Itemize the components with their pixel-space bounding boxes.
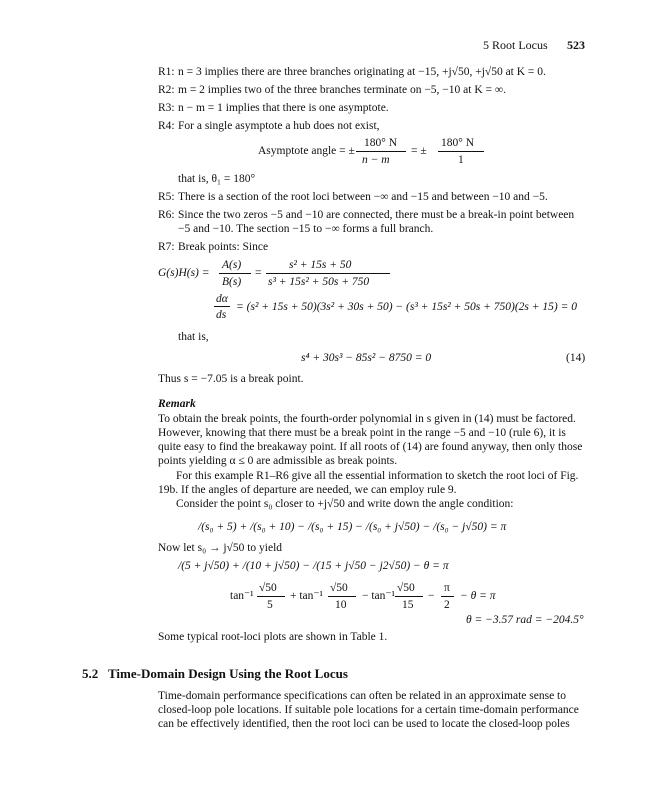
rule-r6-text-1: Since the two zeros −5 and −10 are connected, there must be a break-in point between xyxy=(178,209,575,221)
tan-term-3-label: − tan⁻¹ xyxy=(362,590,395,602)
tan-term-2-num: √50 xyxy=(330,582,348,594)
rule-r6-text-2: −5 and −10. The section −15 to −∞ forms a full branch. xyxy=(178,223,434,235)
tan-end: − θ = π xyxy=(460,590,496,602)
page-number: 523 xyxy=(567,38,585,52)
asymptote-fraction-1-num: 180° N xyxy=(364,137,398,149)
tan-term-1-label: tan⁻¹ xyxy=(230,590,254,602)
tan-term-4-num: π xyxy=(444,582,450,594)
gh-lhs: G(s)H(s) = xyxy=(158,267,210,279)
rule-r5-text: There is a section of the root loci between −∞ and −15 and between −10 and −5. xyxy=(178,191,548,203)
rule-r1-tag: R1: xyxy=(158,66,175,78)
section-number: 5.2 xyxy=(82,666,99,681)
tan-minus: − xyxy=(428,590,435,602)
section-line-2: closed-loop pole locations. If suitable pole locations for a certain time-domain performance xyxy=(158,704,579,716)
that-is: that is, xyxy=(178,331,209,343)
asymptote-fraction-2-num: 180° N xyxy=(441,137,475,149)
tan-term-3-den: 15 xyxy=(402,599,414,611)
rule-r1-text: n = 3 implies there are three branches originating at −15, +j√50, +j√50 at K = 0. xyxy=(178,66,546,78)
angle-condition: /(s₀ + 5) + /(s₀ + 10) − /(s₀ + 15) − /(s₀ + j√50) − /(s₀ − j√50) = π xyxy=(198,521,507,533)
remark-p2-line-2: 19b. If the angles of departure are needed, we can employ rule 9. xyxy=(158,484,457,496)
section-line-3: can be effectively identified, then the root loci can be used to locate the closed-loop poles xyxy=(158,718,570,730)
gh-fraction-1-num: A(s) xyxy=(222,259,242,271)
gh-fraction-2-num: s² + 15s + 50 xyxy=(289,259,352,271)
break-point-result: Thus s = −7.05 is a break point. xyxy=(158,373,304,385)
rule-r4-tag: R4: xyxy=(158,120,175,132)
asymptote-fraction-1-den: n − m xyxy=(362,154,390,166)
tan-term-4-den: 2 xyxy=(444,599,450,611)
remark-p1-line-3: quite easy to find the breakaway point. If all roots of (14) are found anyway, then only those xyxy=(158,441,583,453)
polynomial-14: s⁴ + 30s³ − 85s² − 8750 = 0 xyxy=(301,352,432,364)
tan-term-2-label: + tan⁻¹ xyxy=(290,590,323,602)
asymptote-equals: = ± xyxy=(411,145,427,157)
tan-term-3-num: √50 xyxy=(397,582,415,594)
angle-condition-2: /(5 + j√50) + /(10 + j√50) − /(15 + j√50 − j2√50) − θ = π xyxy=(178,560,449,572)
section-line-1: Time-domain performance specifications can often be related in an approximate sense to xyxy=(158,690,566,702)
gh-equals: = xyxy=(255,267,262,279)
tan-term-1-den: 5 xyxy=(267,599,273,611)
remark-p3-line-1: Consider the point s₀ closer to +j√50 and write down the angle condition: xyxy=(176,498,514,510)
remark-p1-line-2: However, knowing that there must be a break point in the range −5 and −10 (rule 6), it is xyxy=(158,427,566,439)
rule-r4-text: For a single asymptote a hub does not exist, xyxy=(178,120,380,132)
now-let: Now let s₀ → j√50 to yield xyxy=(158,542,283,554)
gh-fraction-1-den: B(s) xyxy=(222,276,242,288)
rule-r5-tag: R5: xyxy=(158,191,175,203)
theta-result: θ = −3.57 rad = −204.5° xyxy=(466,614,584,626)
typical-plots: Some typical root-loci plots are shown in Table 1. xyxy=(158,631,388,643)
rule-r3-tag: R3: xyxy=(158,102,175,114)
equation-number-14: (14) xyxy=(566,352,586,364)
asymptote-fraction-2-den: 1 xyxy=(458,154,464,166)
theta-line: that is, θ₁ = 180° xyxy=(178,173,256,185)
tan-term-2-den: 10 xyxy=(335,599,347,611)
remark-p1-line-1: To obtain the break points, the fourth-order polynomial in s given in (14) must be factored. xyxy=(158,413,576,425)
dalpha-den: ds xyxy=(216,309,227,321)
dalpha-num: dα xyxy=(216,293,228,305)
gh-fraction-2-den: s³ + 15s² + 50s + 750 xyxy=(268,276,370,288)
rule-r2-text: m = 2 implies two of the three branches terminate on −5, −10 at K = ∞. xyxy=(178,84,506,96)
section-title: Time-Domain Design Using the Root Locus xyxy=(108,666,348,681)
rule-r7-text: Break points: Since xyxy=(178,241,269,253)
rule-r2-tag: R2: xyxy=(158,84,175,96)
rule-r3-text: n − m = 1 implies that there is one asymptote. xyxy=(178,102,389,114)
rule-r7-tag: R7: xyxy=(158,241,175,253)
rule-r6-tag: R6: xyxy=(158,209,175,221)
tan-term-1-num: √50 xyxy=(259,582,277,594)
remark-p1-line-4: points yielding α ≤ 0 are admissible as break points. xyxy=(158,455,398,467)
asymptote-angle-label: Asymptote angle = ± xyxy=(258,145,355,157)
remark-p2-line-1: For this example R1–R6 give all the essential information to sketch the root loci of Fig. xyxy=(176,470,579,482)
dalpha-rhs: = (s² + 15s + 50)(3s² + 30s + 50) − (s³ + 15s² + 50s + 750)(2s + 15) = 0 xyxy=(236,301,577,313)
running-header-chapter: 5 Root Locus xyxy=(483,38,548,52)
remark-heading: Remark xyxy=(158,398,196,410)
